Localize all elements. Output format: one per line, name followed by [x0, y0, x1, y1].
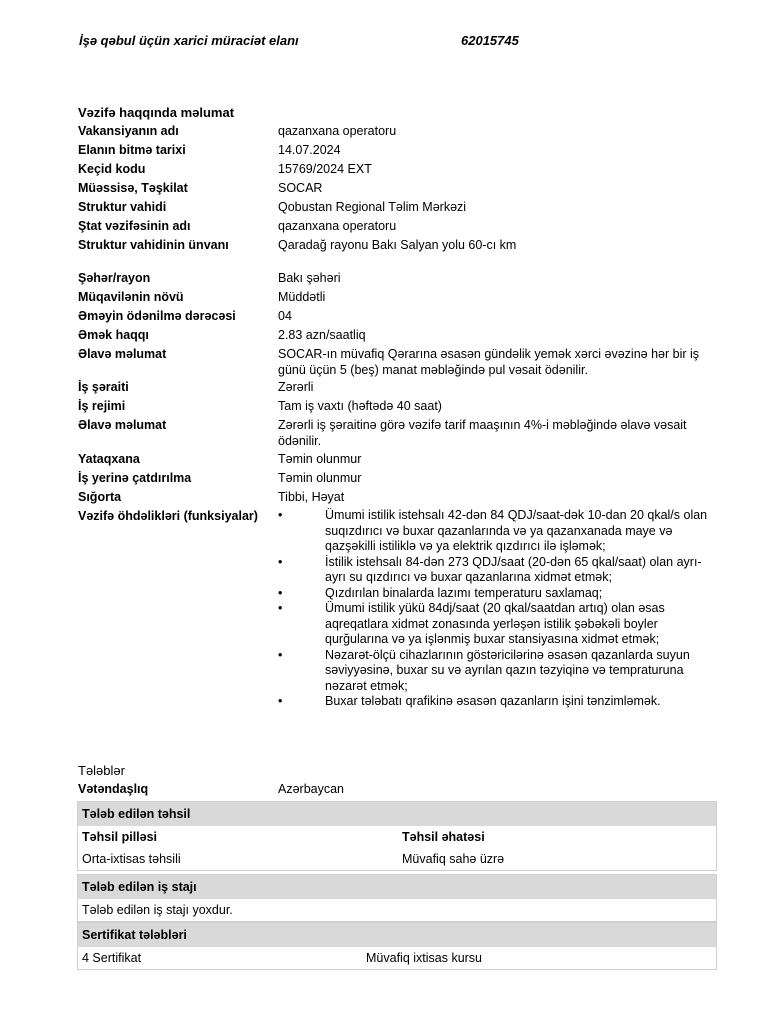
info-value: SOCAR-ın müvafiq Qərarına əsasən gündəlik yemək xərci əvəzinə hər bir iş günü üçün 5 (beş) manat məbləğində pul vəsait ödənilir. [278, 347, 700, 377]
info-label: Sığorta [78, 490, 122, 504]
education-header: Tələb edilən təhsil [78, 802, 716, 826]
info-label: Müqavilənin növü [78, 290, 184, 304]
duty-item [278, 648, 718, 695]
info-value: qazanxana operatoru [278, 124, 397, 138]
info-value: 15769/2024 EXT [278, 162, 372, 176]
info-value: Zərərli [278, 380, 314, 394]
info-label: Vakansiyanın adı [78, 124, 179, 138]
duty-item [278, 694, 718, 710]
info-value: Tibbi, Həyat [278, 490, 345, 504]
certificates-box [77, 922, 717, 970]
info-value: 14.07.2024 [278, 143, 341, 157]
info-value: Tam iş vaxtı (həftədə 40 saat) [278, 399, 442, 413]
info-value: Qaradağ rayonu Bakı Salyan yolu 60-cı km [278, 238, 517, 252]
bullet-icon: • [278, 508, 283, 522]
duty-text: Ümumi istilik yükü 84dj/saat (20 qkal/saatdan artıq) olan əsas aqreqatlara xidmət zonasında yerləşən istilik şəbəkəli boyler qurğularına və ya işlənmiş buxar stansiyasına xidmət etmək; [325, 601, 665, 646]
info-label: Müəssisə, Təşkilat [78, 181, 188, 195]
info-value: SOCAR [278, 181, 323, 195]
education-level-label: Təhsil pilləsi [82, 830, 158, 844]
info-value: Zərərli iş şəraitinə görə vəzifə tarif maaşının 4%-i məbləğində əlavə vəsait ödənilir. [278, 418, 687, 448]
duty-text: Nəzarət-ölçü cihazlarının göstəricilərinə əsasən qazanlarda suyun səviyyəsinə, buxar su və ayrılan qazın təzyiqinə və tempraturuna nəzarət etmək; [325, 647, 690, 693]
document-number: 62015745 [461, 33, 519, 48]
bullet-icon: • [278, 694, 283, 708]
education-level-value: Orta-ixtisas təhsili [82, 852, 181, 866]
duty-item [278, 555, 718, 586]
education-scope-value: Müvafiq sahə üzrə [402, 852, 505, 866]
section-title-position-info: Vəzifə haqqında məlumat [78, 105, 235, 120]
info-label: Əmək haqqı [78, 328, 149, 342]
info-label: İş şəraiti [78, 380, 129, 394]
bullet-icon: • [278, 585, 283, 600]
duty-item [278, 586, 718, 602]
duties-list [278, 508, 718, 710]
certificates-header: Sertifikat tələbləri [78, 923, 716, 947]
info-value: Qobustan Regional Təlim Mərkəzi [278, 200, 467, 214]
duty-item [278, 601, 718, 648]
info-value: 04 [278, 309, 292, 323]
info-label: İş rejimi [78, 399, 126, 413]
bullet-icon: • [278, 554, 283, 569]
info-label: Keçid kodu [78, 162, 146, 176]
duty-text: Buxar tələbatı qrafikinə əsasən qazanların işini tənzimləmək. [325, 694, 661, 708]
certificates-row [78, 947, 716, 969]
info-label: Əməyin ödənilmə dərəcəsi [78, 309, 236, 323]
info-value: Təmin olunmur [278, 471, 362, 485]
bullet-icon: • [278, 601, 283, 615]
info-value: 2.83 azn/saatliq [278, 328, 366, 342]
certificate-description: Müvafiq ixtisas kursu [366, 951, 483, 965]
experience-header: Tələb edilən iş stajı [78, 875, 716, 899]
info-value: Təmin olunmur [278, 452, 362, 466]
info-label: Yataqxana [78, 452, 140, 466]
info-label: Ştat vəzifəsinin adı [78, 219, 191, 233]
education-scope-label: Təhsil əhatəsi [402, 830, 485, 844]
info-label: Vəzifə öhdəlikləri (funksiyalar) [78, 509, 258, 523]
info-label: İş yerinə çatdırılma [78, 471, 192, 485]
education-box [77, 801, 717, 871]
info-value: Bakı şəhəri [278, 271, 341, 285]
duty-item [278, 508, 718, 555]
info-label: Elanın bitmə tarixi [78, 143, 186, 157]
duty-text: Ümumi istilik istehsalı 42-dən 84 QDJ/saat-dək 10-dan 20 qkal/s olan suqızdırıcı və buxar qazanlarında və ya qazanxanada maye və qazşəkilli istiliklə və ya elektrik qızdırıcı ilə işləmək; [325, 508, 708, 553]
info-label: Struktur vahidinin ünvanı [78, 238, 229, 252]
info-label: Struktur vahidi [78, 200, 167, 214]
info-value: Müddətli [278, 290, 326, 304]
info-value: qazanxana operatoru [278, 219, 397, 233]
citizenship-label: Vətəndaşlıq [78, 782, 149, 796]
experience-value: Tələb edilən iş stajı yoxdur. [82, 903, 233, 917]
info-label: Əlavə məlumat [78, 347, 167, 361]
info-label: Əlavə məlumat [78, 418, 167, 432]
duty-text: İstilik istehsalı 84-dən 273 QDJ/saat (20-dən 65 qkal/saat) olan ayrı-ayrı su qızdırıcı və buxar qazanlarına xidmət etmək; [325, 554, 702, 584]
info-label: Şəhər/rayon [78, 271, 151, 285]
education-values [78, 848, 716, 870]
certificate-count: 4 Sertifikat [82, 951, 142, 965]
citizenship-value: Azərbaycan [278, 782, 345, 796]
education-columns [78, 826, 716, 848]
duty-text: Qızdırılan binalarda lazımı temperaturu saxlamaq; [325, 585, 603, 600]
experience-box [77, 874, 717, 922]
bullet-icon: • [278, 647, 283, 662]
requirements-title: Tələblər [78, 763, 125, 778]
document-title: İşə qəbul üçün xarici müraciət elanı [79, 33, 299, 48]
